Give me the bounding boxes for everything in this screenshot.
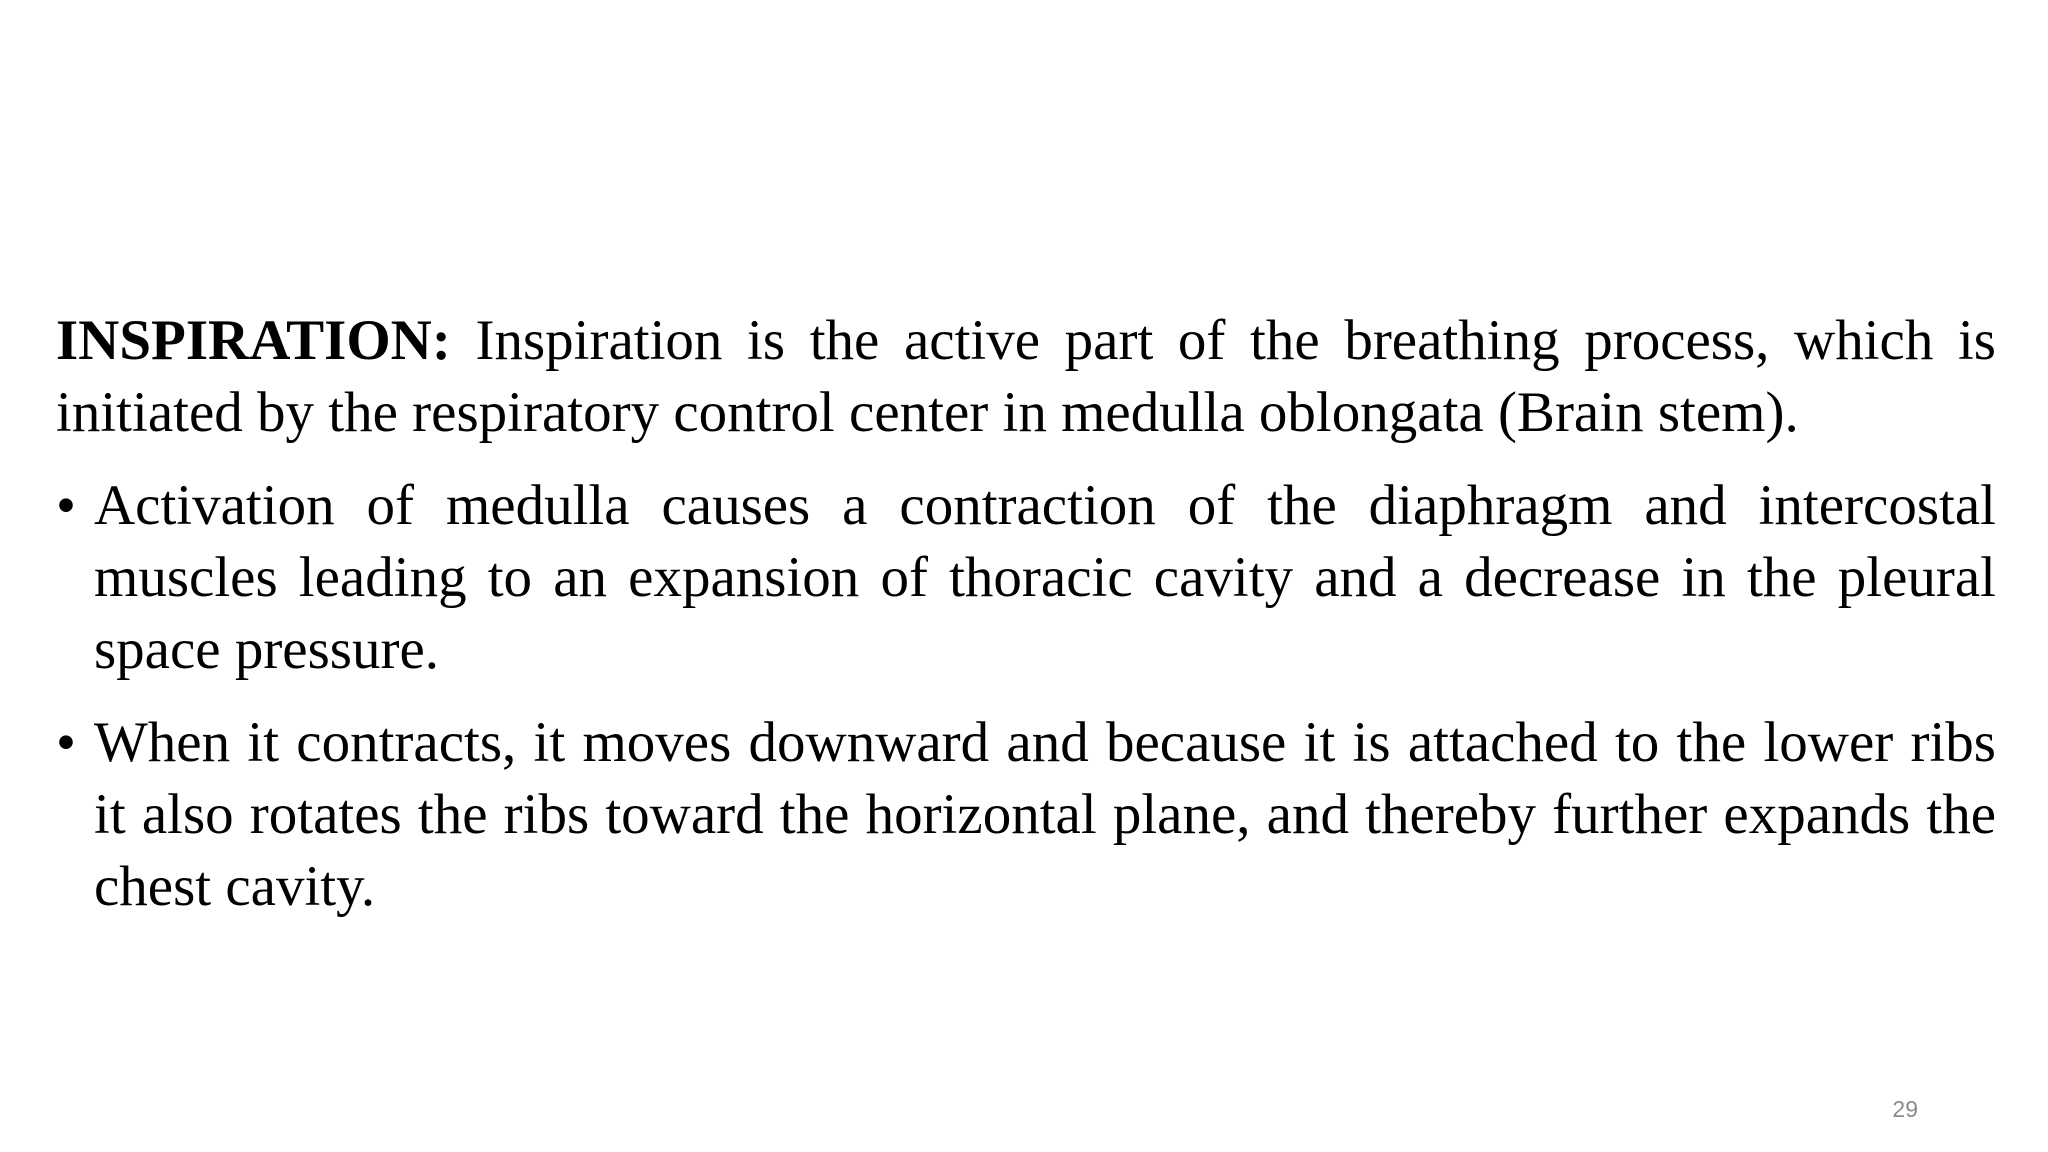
intro-heading: INSPIRATION:	[56, 309, 451, 372]
bullet-item	[56, 470, 1996, 686]
intro-paragraph	[56, 305, 1996, 449]
bullet-text: When it contracts, it moves downward and because it is attached to the lower ribs it also rotates the ribs toward the horizontal plane, and thereby further expands the chest cavity.	[94, 711, 1996, 918]
bullet-mark: •	[56, 474, 76, 537]
page-number: 29	[1892, 1096, 1918, 1122]
bullet-item	[56, 707, 1996, 923]
bullet-text: Activation of medulla causes a contraction of the diaphragm and intercostal muscles leading to an expansion of thoracic cavity and a decrease in the pleural space pressure.	[94, 474, 1996, 681]
bullet-mark: •	[56, 711, 76, 774]
bullet-list	[56, 470, 1996, 923]
intro-text: Inspiration is the active part of the breathing process, which is initiated by the respiratory control center in medulla oblongata (Brain stem).	[56, 309, 1996, 444]
slide-body	[56, 305, 1996, 944]
